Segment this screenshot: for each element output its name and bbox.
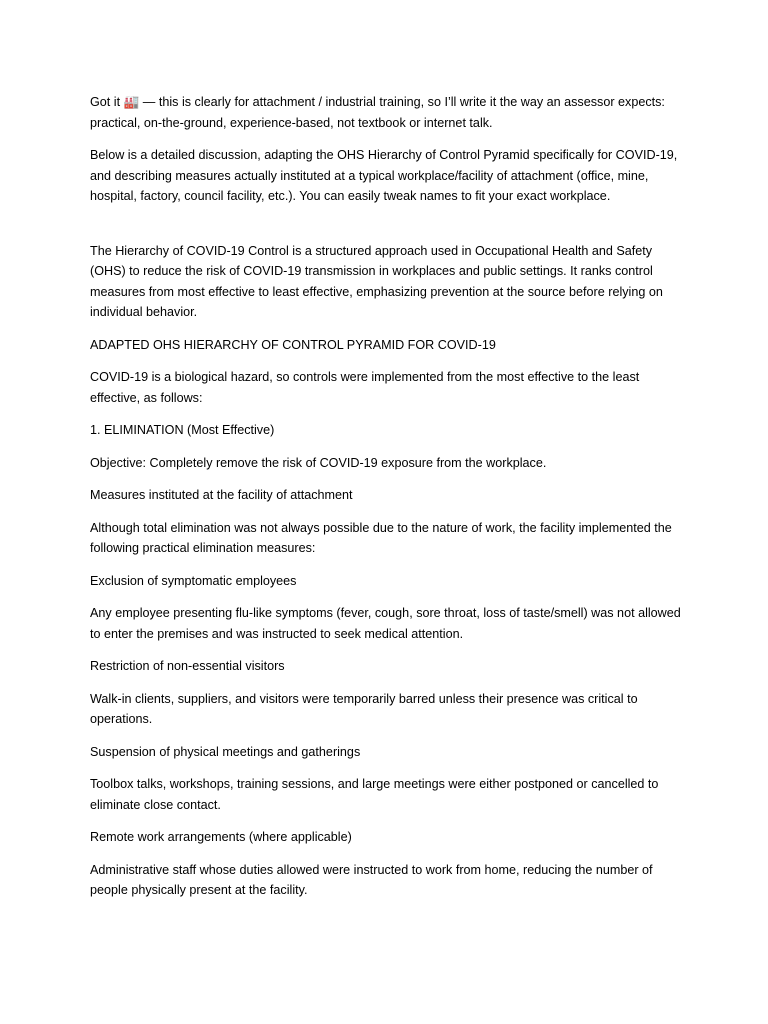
body-paragraph: Administrative staff whose duties allowed were instructed to work from home, reducing the number of people physically present at the facility. [90, 862, 653, 897]
subheading: Restriction of non-essential visitors [90, 659, 285, 673]
section-heading: ADAPTED OHS HIERARCHY OF CONTROL PYRAMID FOR COVID-19 [90, 337, 496, 352]
body-paragraph: COVID-19 is a biological hazard, so controls were implemented from the most effective to the least effective, as follows: [90, 370, 640, 405]
body-paragraph: The Hierarchy of COVID-19 Control is a structured approach used in Occupational Health and Safety (OHS) to reduce the risk of COVID-19 transmission in workplaces and public settings. It ranks control measures from most effective to least effective, emphasizing prevention at the source before relying on individual behavior. [90, 243, 663, 319]
body-paragraph: Although total elimination was not always possible due to the nature of work, the facility implemented the following practical elimination measures: [90, 520, 672, 555]
body-paragraph: Objective: Completely remove the risk of COVID-19 exposure from the workplace. [90, 455, 547, 470]
section-heading: 1. ELIMINATION (Most Effective) [90, 423, 275, 437]
subheading: Remote work arrangements (where applicable) [90, 830, 352, 844]
subheading: Suspension of physical meetings and gatherings [90, 744, 361, 759]
body-paragraph: Walk-in clients, suppliers, and visitors were temporarily barred unless their presence was critical to operations. [90, 691, 638, 726]
body-paragraph: Toolbox talks, workshops, training sessions, and large meetings were either postponed or cancelled to eliminate close contact. [90, 777, 659, 812]
intro-paragraph: Got it 🏭 — this is clearly for attachment / industrial training, so I’ll write it the way an assessor expects: practical, on-the-ground, experience-based, not textbook or internet talk. [90, 95, 665, 130]
intro-paragraph: Below is a detailed discussion, adapting the OHS Hierarchy of Control Pyramid specifically for COVID-19, and describing measures actually instituted at a typical workplace/facility of attachment (office, mine, hospital, factory, council facility, etc.). You can easily tweak names to fit your exact workplace. [90, 148, 678, 203]
subheading: Exclusion of symptomatic employees [90, 573, 297, 588]
subheading: Measures instituted at the facility of attachment [90, 488, 353, 502]
blank-line [90, 219, 690, 241]
document-page [90, 92, 690, 913]
body-paragraph: Any employee presenting flu-like symptoms (fever, cough, sore throat, loss of taste/smell) was not allowed to enter the premises and was instructed to seek medical attention. [90, 606, 681, 641]
